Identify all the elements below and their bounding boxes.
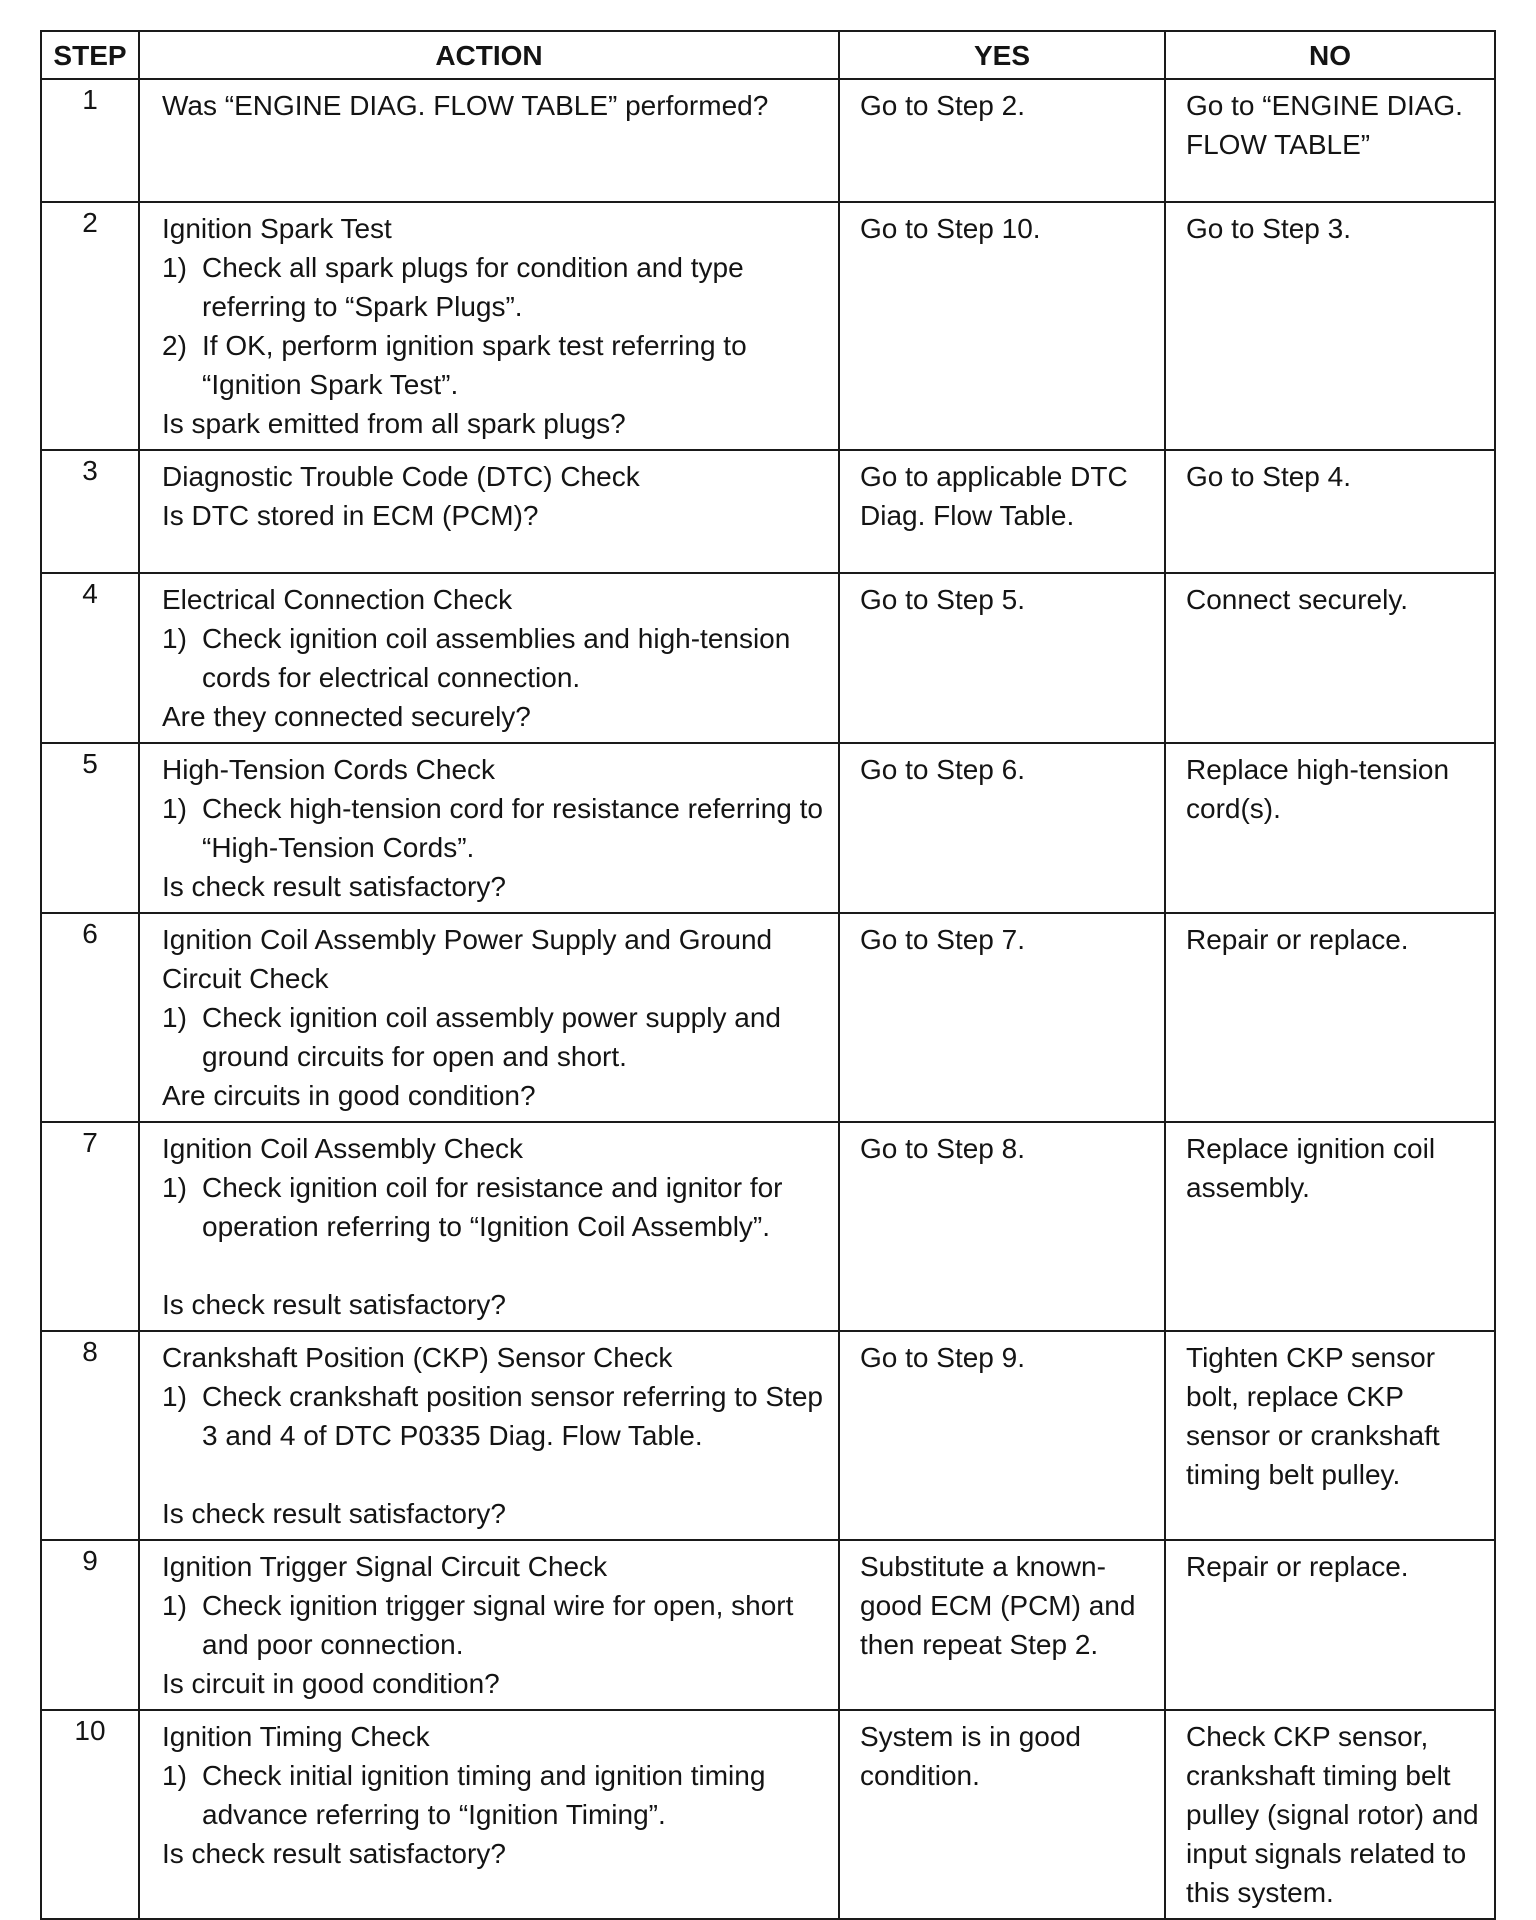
table-row — [41, 1122, 1495, 1331]
item-text: Check initial ignition timing and ignition timing advance referring to “Ignition Timing”. — [202, 1760, 766, 1830]
item-text: Check high-tension cord for resistance referring to “High-Tension Cords”. — [202, 793, 823, 863]
item-number: 1) — [162, 1381, 187, 1412]
action-item — [162, 619, 826, 697]
table-row — [41, 202, 1495, 450]
action-title: Ignition Spark Test — [162, 213, 392, 244]
item-number: 1) — [162, 1172, 187, 1203]
item-number: 2) — [162, 330, 187, 361]
action-title: Crankshaft Position (CKP) Sensor Check — [162, 1342, 673, 1373]
action-item — [162, 1756, 826, 1834]
action-title: Ignition Coil Assembly Power Supply and Ground Circuit Check — [162, 924, 773, 994]
action-title: Ignition Timing Check — [162, 1721, 430, 1752]
header-no: NO — [1165, 31, 1495, 79]
item-text: Check crankshaft position sensor referring to Step 3 and 4 of DTC P0335 Diag. Flow Table. — [202, 1381, 823, 1451]
no-cell: Repair or replace. — [1165, 1540, 1495, 1710]
table-row — [41, 1540, 1495, 1710]
no-cell: Go to “ENGINE DIAG. FLOW TABLE” — [1165, 79, 1495, 202]
action-item — [162, 789, 826, 867]
yes-cell: Go to Step 10. — [839, 202, 1165, 450]
action-item — [162, 1377, 826, 1455]
action-cell — [139, 202, 839, 450]
item-text: Check ignition coil for resistance and ignitor for operation referring to “Ignition Coil Assembly”. — [202, 1172, 783, 1242]
header-action: ACTION — [139, 31, 839, 79]
item-text: Check all spark plugs for condition and type referring to “Spark Plugs”. — [202, 252, 744, 322]
action-title: Electrical Connection Check — [162, 584, 513, 615]
yes-cell: System is in good condition. — [839, 1710, 1165, 1919]
no-cell: Go to Step 3. — [1165, 202, 1495, 450]
yes-cell: Go to Step 7. — [839, 913, 1165, 1122]
action-question: Is DTC stored in ECM (PCM)? — [162, 500, 539, 531]
table-row — [41, 913, 1495, 1122]
item-text: Check ignition trigger signal wire for open, short and poor connection. — [202, 1590, 794, 1660]
action-cell — [139, 1710, 839, 1919]
action-question: Are they connected securely? — [162, 701, 531, 732]
yes-cell: Go to Step 6. — [839, 743, 1165, 913]
blank-line — [162, 1246, 826, 1285]
step-number: 3 — [41, 450, 139, 573]
item-number: 1) — [162, 793, 187, 824]
item-text: Check ignition coil assembly power supply and ground circuits for open and short. — [202, 1002, 781, 1072]
no-cell: Repair or replace. — [1165, 913, 1495, 1122]
action-item — [162, 326, 826, 404]
yes-cell: Go to Step 2. — [839, 79, 1165, 202]
action-item — [162, 1586, 826, 1664]
step-number: 8 — [41, 1331, 139, 1540]
action-question: Is check result satisfactory? — [162, 871, 506, 902]
step-number: 10 — [41, 1710, 139, 1919]
step-number: 5 — [41, 743, 139, 913]
table-row — [41, 573, 1495, 743]
yes-cell: Go to Step 5. — [839, 573, 1165, 743]
yes-cell: Substitute a known-good ECM (PCM) and then repeat Step 2. — [839, 1540, 1165, 1710]
item-number: 1) — [162, 252, 187, 283]
step-number: 2 — [41, 202, 139, 450]
item-number: 1) — [162, 1590, 187, 1621]
no-cell: Replace ignition coil assembly. — [1165, 1122, 1495, 1331]
table-row — [41, 79, 1495, 202]
yes-cell: Go to Step 8. — [839, 1122, 1165, 1331]
step-number: 4 — [41, 573, 139, 743]
item-number: 1) — [162, 1002, 187, 1033]
yes-cell: Go to Step 9. — [839, 1331, 1165, 1540]
table-row — [41, 450, 1495, 573]
action-item — [162, 1168, 826, 1246]
item-text: Check ignition coil assemblies and high-tension cords for electrical connection. — [202, 623, 791, 693]
yes-cell: Go to applicable DTC Diag. Flow Table. — [839, 450, 1165, 573]
no-cell: Tighten CKP sensor bolt, replace CKP sensor or crankshaft timing belt pulley. — [1165, 1331, 1495, 1540]
diagnostic-flow-table — [40, 30, 1496, 1920]
action-item — [162, 248, 826, 326]
action-title: Diagnostic Trouble Code (DTC) Check — [162, 461, 640, 492]
action-title: High-Tension Cords Check — [162, 754, 496, 785]
item-text: If OK, perform ignition spark test referring to “Ignition Spark Test”. — [202, 330, 747, 400]
blank-line — [162, 1455, 826, 1494]
item-number: 1) — [162, 1760, 187, 1791]
header-row — [41, 31, 1495, 79]
step-number: 1 — [41, 79, 139, 202]
no-cell: Connect securely. — [1165, 573, 1495, 743]
action-question: Is check result satisfactory? — [162, 1498, 506, 1529]
action-cell — [139, 1331, 839, 1540]
item-number: 1) — [162, 623, 187, 654]
action-cell — [139, 573, 839, 743]
action-title: Was “ENGINE DIAG. FLOW TABLE” performed? — [162, 90, 769, 121]
step-number: 9 — [41, 1540, 139, 1710]
action-question: Is check result satisfactory? — [162, 1289, 506, 1320]
action-title: Ignition Coil Assembly Check — [162, 1133, 524, 1164]
action-cell — [139, 1122, 839, 1331]
action-cell — [139, 1540, 839, 1710]
action-cell — [139, 79, 839, 202]
action-cell — [139, 743, 839, 913]
table-row — [41, 743, 1495, 913]
step-number: 6 — [41, 913, 139, 1122]
action-question: Is circuit in good condition? — [162, 1668, 500, 1699]
action-title: Ignition Trigger Signal Circuit Check — [162, 1551, 608, 1582]
action-question: Is check result satisfactory? — [162, 1838, 506, 1869]
action-item — [162, 998, 826, 1076]
table-row — [41, 1331, 1495, 1540]
no-cell: Check CKP sensor, crankshaft timing belt pulley (signal rotor) and input signals related to this system. — [1165, 1710, 1495, 1919]
header-yes: YES — [839, 31, 1165, 79]
action-cell — [139, 913, 839, 1122]
header-step: STEP — [41, 31, 139, 79]
table-row — [41, 1710, 1495, 1919]
action-cell — [139, 450, 839, 573]
action-question: Is spark emitted from all spark plugs? — [162, 408, 626, 439]
action-question: Are circuits in good condition? — [162, 1080, 536, 1111]
step-number: 7 — [41, 1122, 139, 1331]
no-cell: Replace high-tension cord(s). — [1165, 743, 1495, 913]
no-cell: Go to Step 4. — [1165, 450, 1495, 573]
